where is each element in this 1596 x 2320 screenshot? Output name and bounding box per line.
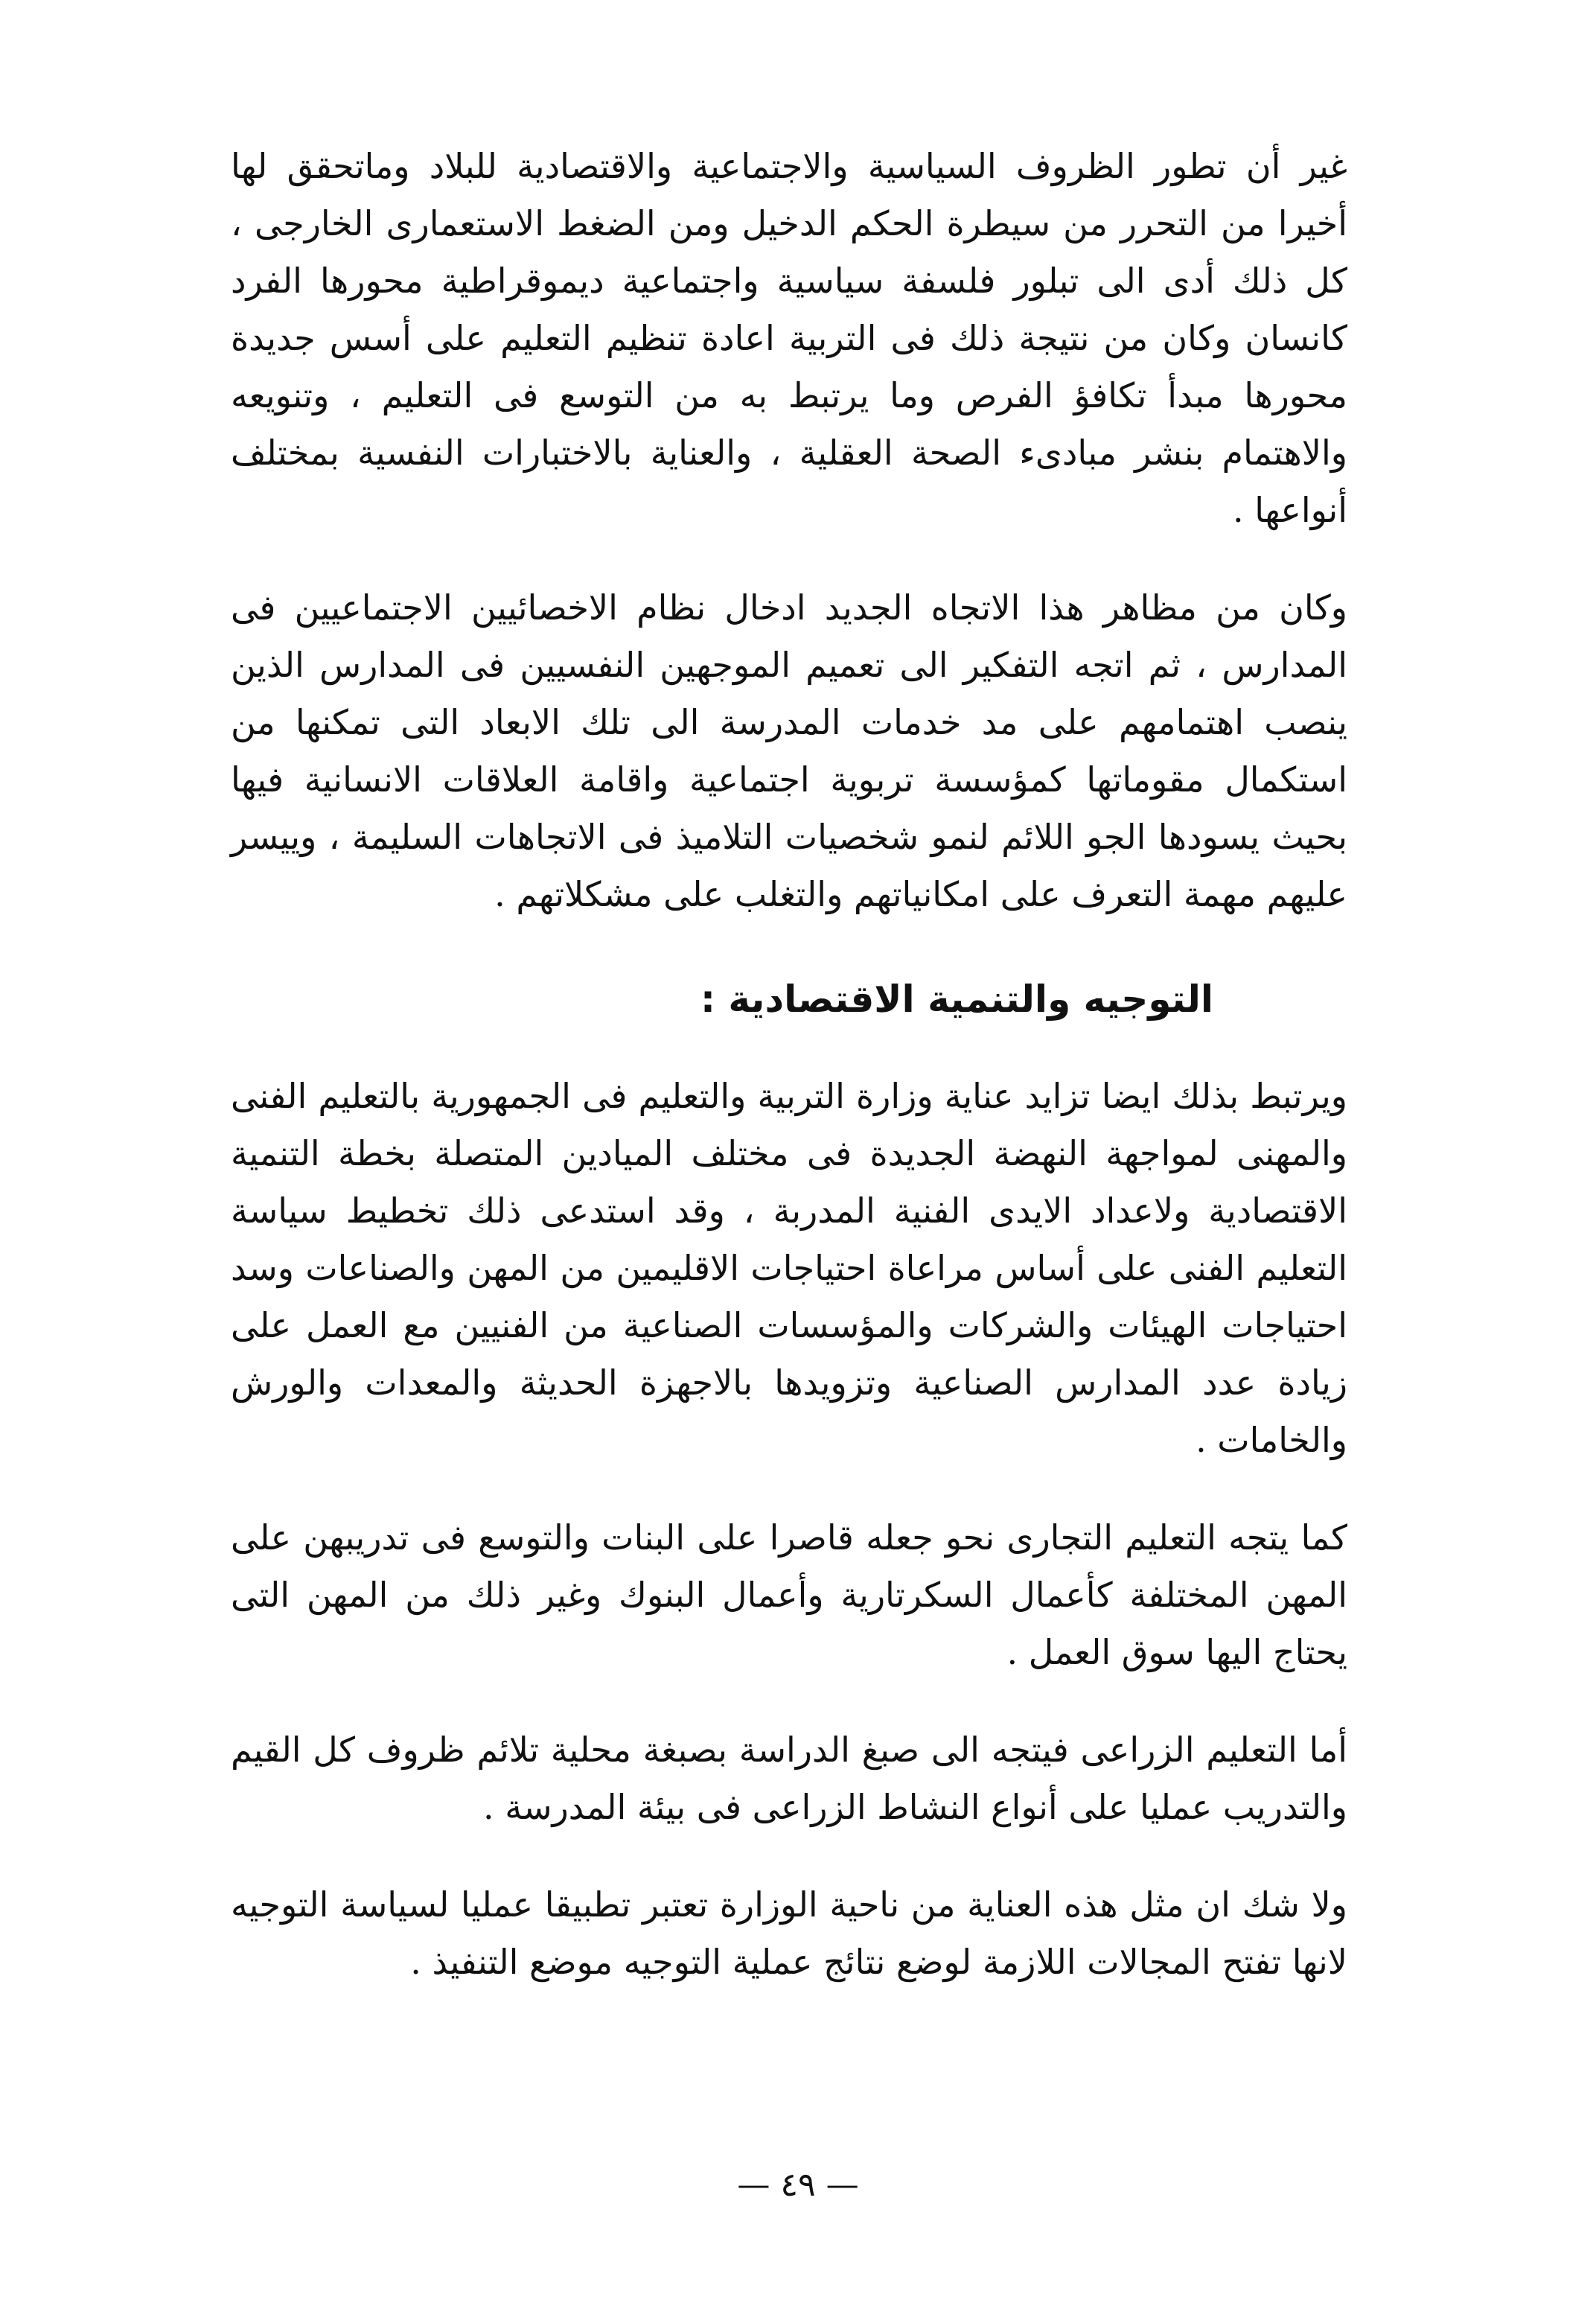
page-number: — ٤٩ — — [737, 2166, 859, 2204]
document-page — [231, 138, 1347, 1991]
paragraph-social-workers: وكان من مظاهر هذا الاتجاه الجديد ادخال نظام الاخصائيين الاجتماعيين فى المدارس ، ثم اتجه التفكير الى تعميم الموجهين النفسيين فى المدارس الذين ينصب اهتمامهم على مد خدمات المدرسة الى تلك الابعاد التى تمكنها من استكمال مقوماتها كمؤسسة تربوية اجتماعية واقامة العلاقات الانسانية فيها بحيث يسودها الجو اللائم لنمو شخصيات التلاميذ فى الاتجاهات السليمة ، وييسر عليهم مهمة التعرف على امكانياتهم والتغلب على مشكلاتهم . — [231, 587, 1347, 914]
paragraph-political-development: غير أن تطور الظروف السياسية والاجتماعية والاقتصادية للبلاد وماتحقق لها أخيرا من التحرر من سيطرة الحكم الدخيل ومن الضغط الاستعمارى الخارجى ، كل ذلك أدى الى تبلور فلسفة سياسية واجتماعية ديموقراطية محورها الفرد كانسان وكان من نتيجة ذلك فى التربية اعادة تنظيم التعليم على أسس جديدة محورها مبدأ تكافؤ الفرص وما يرتبط به من التوسع فى التعليم ، وتنويعه والاهتمام بنشر مبادىء الصحة العقلية ، والعناية بالاختبارات النفسية بمختلف أنواعها . — [231, 146, 1347, 530]
paragraph-agricultural-education: أما التعليم الزراعى فيتجه الى صبغ الدراسة بصبغة محلية تلائم ظروف كل القيم والتدريب عمليا على أنواع النشاط الزراعى فى بيئة المدرسة . — [231, 1730, 1347, 1827]
section-heading: التوجيه والتنمية الاقتصادية : — [700, 978, 1213, 1021]
paragraph-technical-education: ويرتبط بذلك ايضا تزايد عناية وزارة التربية والتعليم فى الجمهورية بالتعليم الفنى والمهنى لمواجهة النهضة الجديدة فى مختلف الميادين المتصلة بخطة التنمية الاقتصادية ولاعداد الايدى الفنية المدربة ، وقد استدعى ذلك تخطيط سياسة التعليم الفنى على أساس مراعاة احتياجات الاقليمين من المهن والصناعات وسد احتياجات الهيئات والشركات والمؤسسات الصناعية من الفنيين مع العمل على زيادة عدد المدارس الصناعية وتزويدها بالاجهزة الحديثة والمعدات والورش والخامات . — [231, 1076, 1347, 1460]
paragraph-commercial-education: كما يتجه التعليم التجارى نحو جعله قاصرا على البنات والتوسع فى تدريبهن على المهن المختلفة كأعمال السكرتارية وأعمال البنوك وغير ذلك من المهن التى يحتاج اليها سوق العمل . — [231, 1517, 1347, 1672]
paragraph-conclusion: ولا شك ان مثل هذه العناية من ناحية الوزارة تعتبر تطبيقا عمليا لسياسة التوجيه لانها تفتح المجالات اللازمة لوضع نتائج عملية التوجيه موضع التنفيذ . — [231, 1884, 1347, 1982]
